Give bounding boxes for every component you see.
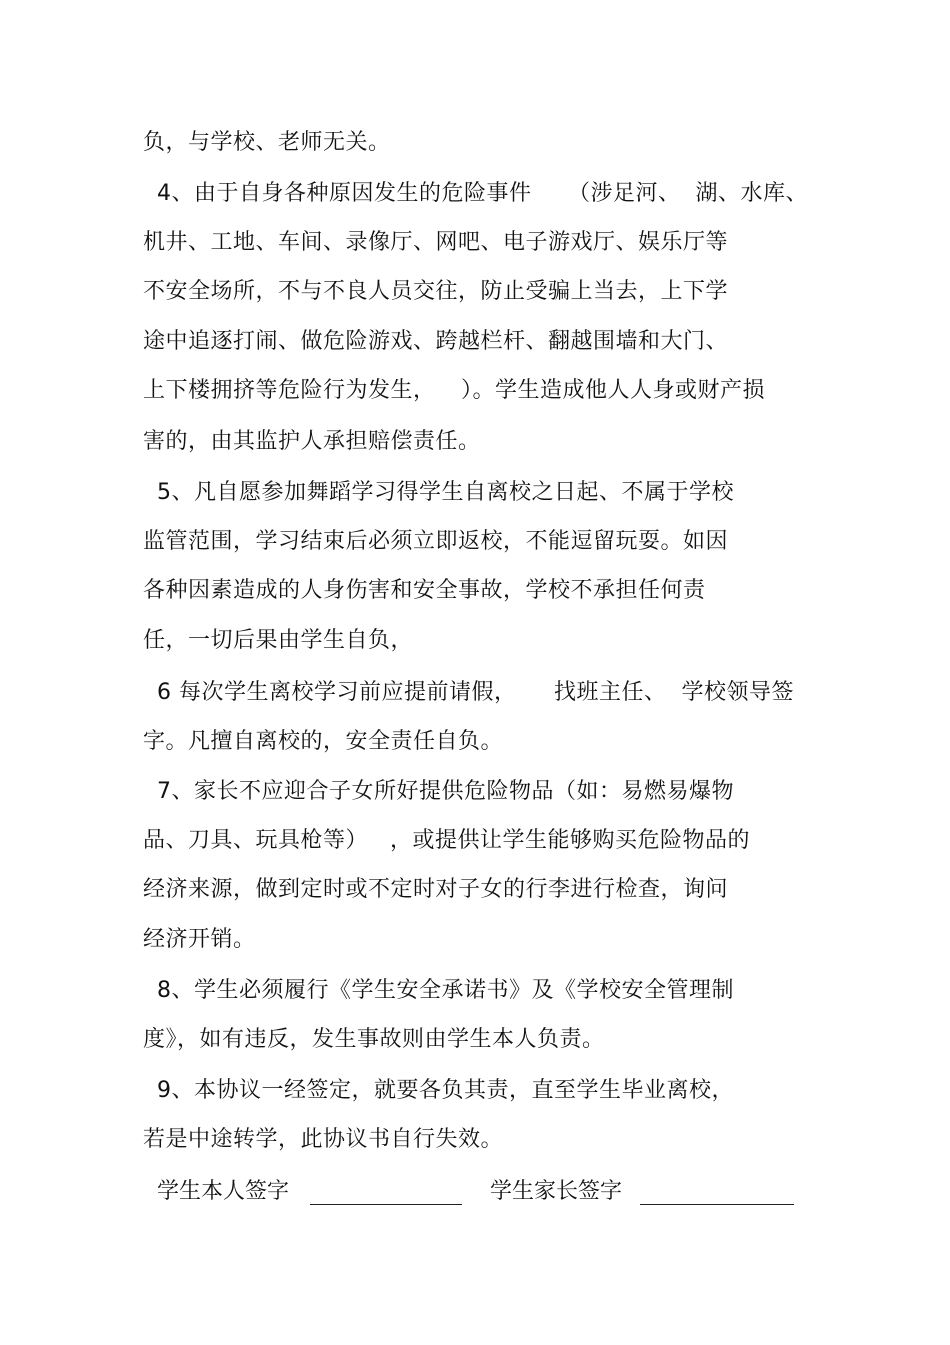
paragraph-line: 经济开销。 bbox=[143, 927, 256, 952]
paragraph-line: ，或提供让学生能够购买危险物品的 bbox=[390, 828, 751, 853]
parent-signature-label: 学生家长签字 bbox=[490, 1179, 623, 1204]
paragraph-line: （涉足河、 湖、水库、 bbox=[568, 181, 808, 206]
paragraph-line: 找班主任、 学校领导签 bbox=[554, 680, 794, 705]
paragraph-line: 负，与学校、老师无关。 bbox=[143, 130, 391, 155]
paragraph-line: ）。学生造成他人人身或财产损 bbox=[461, 378, 766, 403]
student-signature-label: 学生本人签字 bbox=[157, 1179, 290, 1204]
student-signature-line[interactable] bbox=[310, 1204, 462, 1205]
paragraph-line: 害的，由其监护人承担赔偿责任。 bbox=[143, 429, 481, 454]
parent-signature-line[interactable] bbox=[640, 1204, 794, 1205]
paragraph-line: 若是中途转学，此协议书自行失效。 bbox=[143, 1127, 504, 1152]
paragraph-line: 9、本协议一经签定，就要各负其责，直至学生毕业离校， bbox=[157, 1078, 734, 1103]
paragraph-line: 途中追逐打闹、做危险游戏、跨越栏杆、翻越围墙和大门、 bbox=[143, 329, 729, 354]
paragraph-line: 5、凡自愿参加舞蹈学习得学生自离校之日起、不属于学校 bbox=[157, 480, 734, 505]
paragraph-line: 上下楼拥挤等危险行为发生， bbox=[143, 378, 436, 403]
paragraph-line: 7、家长不应迎合子女所好提供危险物品（如：易燃易爆物 bbox=[157, 779, 734, 804]
paragraph-line: 各种因素造成的人身伤害和安全事故，学校不承担任何责 bbox=[143, 578, 706, 603]
paragraph-line: 机井、工地、车间、录像厅、网吧、电子游戏厅、娱乐厅等 bbox=[143, 230, 729, 255]
paragraph-line: 4、由于自身各种原因发生的危险事件 bbox=[157, 181, 532, 206]
paragraph-line: 品、刀具、玩具枪等） bbox=[143, 828, 369, 853]
paragraph-line: 监管范围，学习结束后必须立即返校，不能逗留玩耍。如因 bbox=[143, 529, 729, 554]
paragraph-line: 度》，如有违反，发生事故则由学生本人负责。 bbox=[143, 1027, 605, 1052]
paragraph-line: 不安全场所，不与不良人员交往，防止受骗上当去，上下学 bbox=[143, 279, 729, 304]
paragraph-line: 经济来源，做到定时或不定时对子女的行李进行检查，询问 bbox=[143, 877, 729, 902]
paragraph-line: 8、学生必须履行《学生安全承诺书》及《学校安全管理制 bbox=[157, 978, 734, 1003]
paragraph-line: 任，一切后果由学生自负， bbox=[143, 628, 414, 653]
paragraph-line: 6 每次学生离校学习前应提前请假， bbox=[157, 680, 517, 705]
paragraph-line: 字。凡擅自离校的，安全责任自负。 bbox=[143, 729, 504, 754]
